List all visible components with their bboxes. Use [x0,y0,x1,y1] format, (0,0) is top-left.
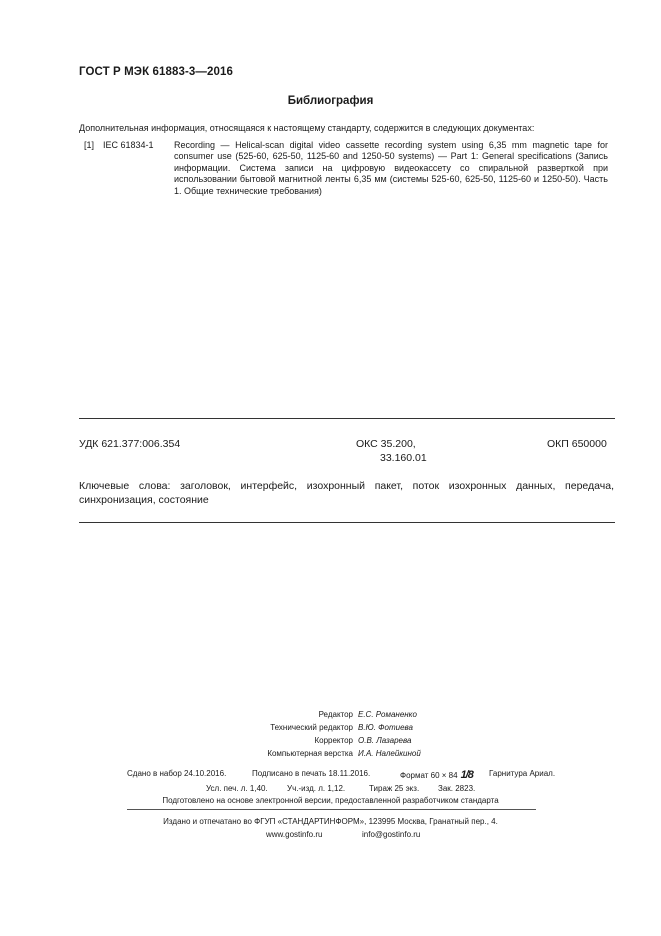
credit-proofreader: Корректор О.В. Лазарева [314,736,412,745]
pub-print-sheets: Усл. печ. л. 1,40. [206,784,268,793]
oks-line-2: 33.160.01 [380,451,427,464]
divider-top [79,418,615,419]
publisher-address: Издано и отпечатано во ФГУП «СТАНДАРТИНФОРМ», 123995 Москва, Гранатный пер., 4. [163,817,498,826]
credit-tech-editor: Технический редактор В.Ю. Фотиева [270,723,414,732]
pub-signed: Подписано в печать 18.11.2016. [252,769,371,778]
pub-edition-sheets: Уч.-изд. л. 1,12. [287,784,346,793]
oks-code [356,438,427,465]
credit-editor: Редактор Е.С. Романенко [318,710,417,719]
divider-publication [127,809,536,810]
keywords: Ключевые слова: заголовок, интерфейс, изохронный пакет, поток изохронных данных, передача, синхронизация, состояние [79,480,614,506]
credit-layout: Компьютерная верстка И.А. Налейкиной [267,749,421,758]
reference-text: Recording — Helical-scan digital video cassette recording system using 6,35 mm magnetic tape for consumer use (525-60, 625-50, 1125-60 and 1250-50 systems) — Part 1: General specifications (Запись информации. Система записи на цифровую видеокассету со спиральной разверткой при использовании бытовой магнитной ленты 6,35 мм (системы 525-60, 625-50, 1125-60 и 1250-50). Часть 1. Общие технические требования) [174,140,608,196]
pub-circulation: Тираж 25 экз. [369,784,420,793]
bibliography-intro: Дополнительная информация, относящаяся к настоящему стандарту, содержится в следующих документах: [79,123,535,133]
credits-block [0,708,661,760]
pub-order: Зак. 2823. [438,784,476,793]
standard-code-header: ГОСТ Р МЭК 61883-3—2016 [79,66,233,78]
pub-prepared-note: Подготовлено на основе электронной версии, предоставленной разработчиком стандарта [162,796,499,805]
publisher-website[interactable]: www.gostinfo.ru [266,830,323,839]
pub-submitted: Сдано в набор 24.10.2016. [127,769,227,778]
okp-code: ОКП 650000 [547,438,607,450]
pub-format: Формат 60 × 84 1/8 [400,769,473,781]
publisher-email[interactable]: info@gostinfo.ru [362,830,421,839]
udk-code: УДК 621.377:006.354 [79,438,181,450]
oks-line-1: ОКС 35.200, [356,438,416,450]
format-fraction: 1/8 [460,769,473,781]
divider-bottom [79,522,615,523]
reference-number: [1] [84,140,95,150]
reference-code: IEC 61834-1 [103,140,154,150]
bibliography-title: Библиография [287,95,374,107]
pub-typeface: Гарнитура Ариал. [489,769,556,778]
